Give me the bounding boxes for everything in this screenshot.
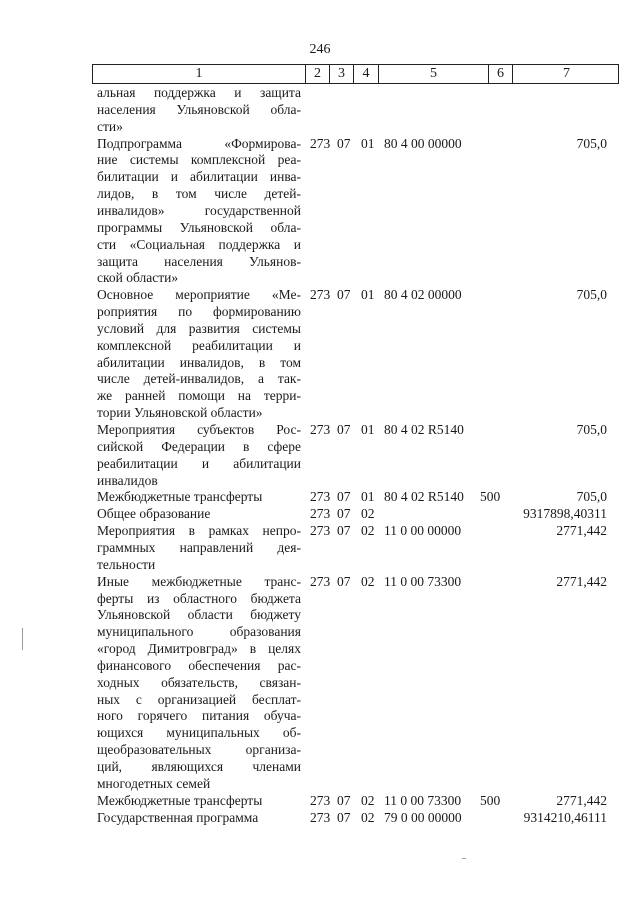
- row-4-pr: 01: [361, 489, 375, 504]
- row-9-desc-line: Государственная программа: [97, 810, 259, 825]
- row-5-pr: 02: [361, 506, 375, 521]
- row-1-desc-line: защита населения Ульянов-: [97, 254, 301, 269]
- row-0-desc-line: сти»: [97, 119, 123, 134]
- row-9-amount: 9314210,46111: [523, 810, 607, 825]
- row-8-gl: 273: [310, 793, 331, 808]
- row-9-pr: 02: [361, 810, 375, 825]
- row-2-desc-line: роприятия по формированию: [97, 304, 301, 319]
- row-5-desc-line: Общее образование: [97, 506, 211, 521]
- row-2-desc-line: же ранней помощи на терри-: [97, 388, 301, 403]
- row-9-rz: 07: [337, 810, 351, 825]
- row-7-desc-line: ющихся муниципальных об-: [97, 725, 301, 740]
- scan-artifact: [22, 628, 23, 650]
- row-7-desc-line: многодетных семей: [97, 776, 211, 791]
- row-4-desc-line: Межбюджетные трансферты: [97, 489, 263, 504]
- row-9-gl: 273: [310, 810, 331, 825]
- page-number: 246: [309, 42, 331, 57]
- row-4-vr: 500: [480, 489, 501, 504]
- row-1-desc-line: ской области»: [97, 270, 179, 285]
- row-2-desc-line: числе детей-инвалидов, а так-: [97, 371, 301, 386]
- row-1-pr: 01: [361, 136, 375, 151]
- row-7-desc-line: Ульяновской области бюджету: [97, 607, 301, 622]
- row-2-amount: 705,0: [576, 287, 607, 302]
- row-8-vr: 500: [480, 793, 501, 808]
- row-3-amount: 705,0: [576, 422, 607, 437]
- row-2-desc-line: Основное мероприятие «Ме-: [97, 287, 301, 302]
- row-2-desc-line: тории Ульяновской области»: [97, 405, 263, 420]
- row-7-desc-line: муниципального образования: [97, 624, 301, 639]
- row-5-rz: 07: [337, 506, 351, 521]
- row-2-desc-line: условий для развития системы: [97, 321, 301, 336]
- row-6-csr: 11 0 00 00000: [384, 523, 462, 538]
- row-6-gl: 273: [310, 523, 331, 538]
- row-6-rz: 07: [337, 523, 351, 538]
- row-7-desc-line: ций, являющихся членами: [97, 759, 301, 774]
- row-3-desc-line: Мероприятия субъектов Рос-: [97, 422, 301, 437]
- header-cell-4: 4: [354, 65, 379, 83]
- row-6-pr: 02: [361, 523, 375, 538]
- row-7-desc-line: ного горячего питания обуча-: [97, 708, 301, 723]
- row-3-gl: 273: [310, 422, 331, 437]
- row-3-csr: 80 4 02 R5140: [384, 422, 464, 437]
- table-header: [92, 64, 619, 84]
- header-cell-5: 5: [379, 65, 489, 83]
- header-cell-1: 1: [93, 65, 306, 83]
- row-7-desc-line: финансового обеспечения рас-: [97, 658, 301, 673]
- row-1-desc-line: инвалидов» государственной: [97, 203, 301, 218]
- row-5-amount: 9317898,40311: [523, 506, 607, 521]
- row-1-desc-line: лидов, в том числе детей-: [97, 186, 301, 201]
- row-5-gl: 273: [310, 506, 331, 521]
- row-6-amount: 2771,442: [556, 523, 607, 538]
- row-4-amount: 705,0: [576, 489, 607, 504]
- row-1-amount: 705,0: [576, 136, 607, 151]
- row-6-desc-line: граммных направлений дея-: [97, 540, 301, 555]
- row-8-pr: 02: [361, 793, 375, 808]
- header-cell-3: 3: [330, 65, 354, 83]
- row-7-csr: 11 0 00 73300: [384, 574, 462, 589]
- header-cell-7: 7: [563, 66, 570, 81]
- row-8-desc-line: Межбюджетные трансферты: [97, 793, 263, 808]
- row-3-pr: 01: [361, 422, 375, 437]
- row-1-desc-line: билитации и абилитации инва-: [97, 169, 301, 184]
- row-4-rz: 07: [337, 489, 351, 504]
- row-2-rz: 07: [337, 287, 351, 302]
- row-6-desc-line: тельности: [97, 557, 156, 572]
- row-7-desc-line: ных с организацией бесплат-: [97, 692, 301, 707]
- row-2-desc-line: комплексной реабилитации и: [97, 338, 301, 353]
- row-1-desc-line: программы Ульяновской обла-: [97, 220, 301, 235]
- row-3-desc-line: инвалидов: [97, 473, 158, 488]
- row-4-gl: 273: [310, 489, 331, 504]
- row-1-csr: 80 4 00 00000: [384, 136, 462, 151]
- row-1-desc-line: сти «Социальная поддержка и: [97, 237, 301, 252]
- row-7-pr: 02: [361, 574, 375, 589]
- header-cell-2: 2: [306, 65, 330, 83]
- row-2-csr: 80 4 02 00000: [384, 287, 462, 302]
- row-7-desc-line: щеобразовательных организа-: [97, 742, 301, 757]
- row-7-desc-line: ферты из областного бюджета: [97, 591, 301, 606]
- row-4-csr: 80 4 02 R5140: [384, 489, 464, 504]
- row-3-rz: 07: [337, 422, 351, 437]
- row-3-desc-line: сийской Федерации в сфере: [97, 439, 301, 454]
- row-6-desc-line: Мероприятия в рамках непро-: [97, 523, 301, 538]
- row-7-rz: 07: [337, 574, 351, 589]
- row-3-desc-line: реабилитации и абилитации: [97, 456, 301, 471]
- header-cell-6: 6: [489, 65, 513, 83]
- row-9-csr: 79 0 00 00000: [384, 810, 462, 825]
- row-7-amount: 2771,442: [556, 574, 607, 589]
- row-7-desc-line: Иные межбюджетные транс-: [97, 574, 301, 589]
- row-1-rz: 07: [337, 136, 351, 151]
- row-0-desc-line: населения Ульяновской обла-: [97, 102, 301, 117]
- row-2-gl: 273: [310, 287, 331, 302]
- row-0-desc-line: альная поддержка и защита: [97, 85, 301, 100]
- row-8-amount: 2771,442: [556, 793, 607, 808]
- row-7-desc-line: ходных обязательств, связан-: [97, 675, 301, 690]
- row-1-desc-line: ние системы комплексной реа-: [97, 152, 301, 167]
- row-1-desc-line: Подпрограмма «Формирова-: [97, 136, 301, 151]
- row-1-gl: 273: [310, 136, 331, 151]
- row-8-rz: 07: [337, 793, 351, 808]
- row-8-csr: 11 0 00 73300: [384, 793, 462, 808]
- row-2-pr: 01: [361, 287, 375, 302]
- row-2-desc-line: абилитации инвалидов, в том: [97, 355, 301, 370]
- row-7-gl: 273: [310, 574, 331, 589]
- row-7-desc-line: «город Димитровград» в целях: [97, 641, 301, 656]
- scan-artifact: [462, 858, 466, 859]
